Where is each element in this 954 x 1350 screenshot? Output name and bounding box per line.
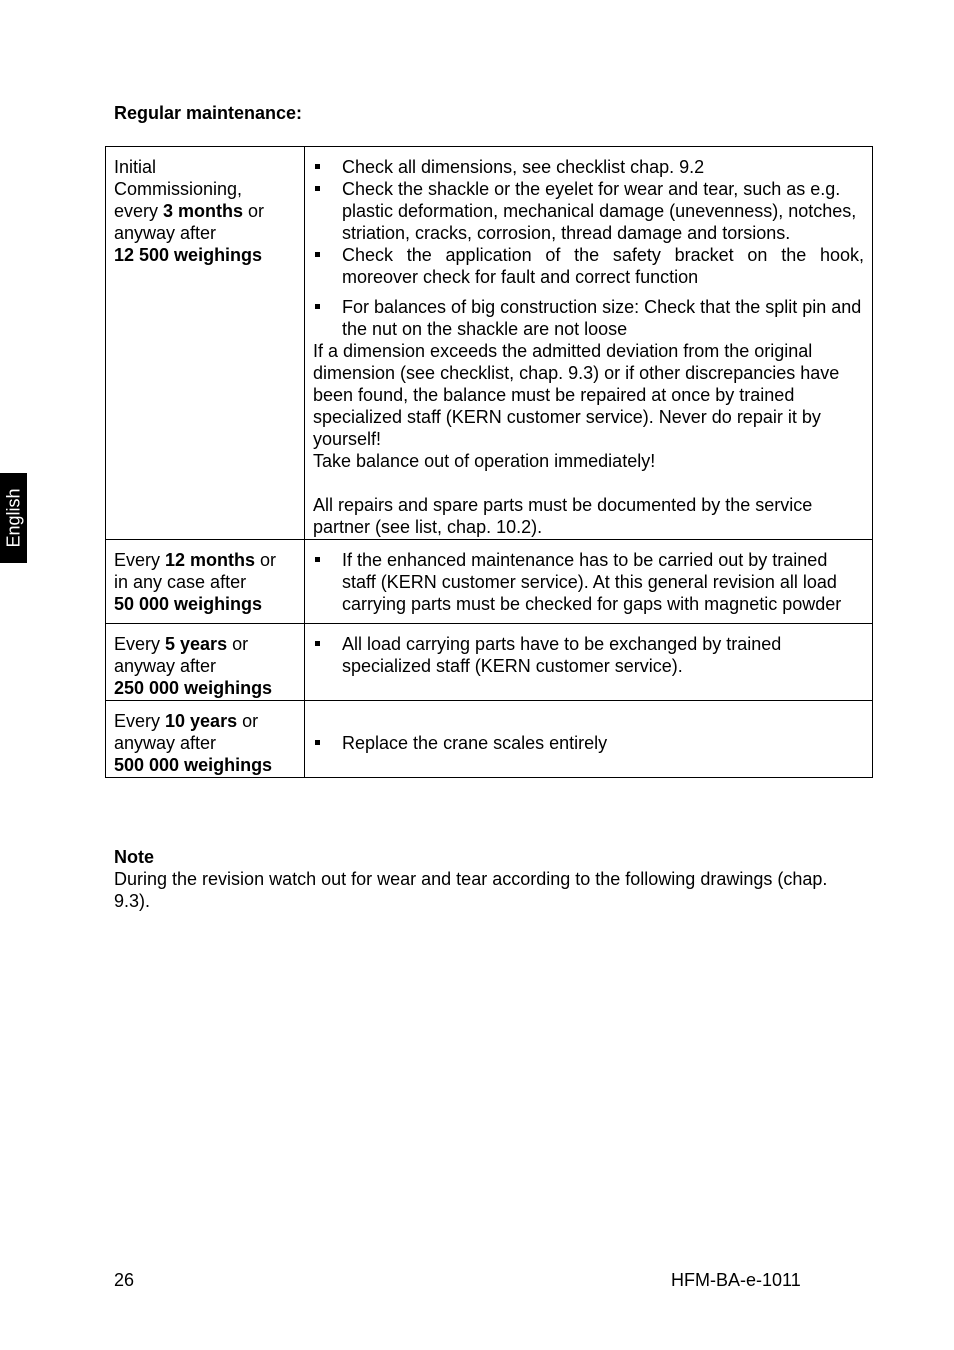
list-item: If the enhanced maintenance has to be carried out by trained staff (KERN customer service). At this general revision all load carrying parts must be checked for gaps with magnetic powder — [313, 549, 864, 615]
interval-line: Commissioning, — [114, 179, 243, 199]
interval-line: Every 12 months or — [114, 550, 277, 570]
list-item: Check the shackle or the eyelet for wear and tear, such as e.g. plastic deformation, mechanical damage (unevenness), notches, striation, cracks, corrosion, thread damage and torsions. — [313, 178, 864, 244]
interval-count: 50 000 weighings — [114, 594, 263, 614]
interval-period: 12 months — [165, 550, 256, 570]
table-row — [106, 147, 873, 540]
list-item: For balances of big construction size: Check that the split pin and the nut on the shackle are not loose — [313, 296, 864, 340]
interval-line: Every 10 years or — [114, 711, 259, 731]
warning-paragraph: Take balance out of operation immediately! — [313, 451, 656, 471]
interval-cell — [106, 624, 305, 701]
documentation-paragraph: All repairs and spare parts must be documented by the service partner (see list, chap. 10.2). — [313, 495, 813, 537]
language-tab-label: English — [3, 488, 24, 548]
note-text: During the revision watch out for wear and tear according to the following drawings (chap. 9.3). — [114, 869, 828, 911]
note-title: Note — [114, 847, 154, 867]
interval-line: every 3 months or — [114, 201, 265, 221]
table-row — [106, 624, 873, 701]
tasks-cell — [305, 701, 873, 778]
interval-cell — [106, 701, 305, 778]
interval-cell — [106, 147, 305, 540]
table-row — [106, 701, 873, 778]
interval-count: 250 000 weighings — [114, 678, 273, 698]
tasks-cell — [305, 540, 873, 624]
task-list — [313, 633, 864, 677]
maintenance-table — [105, 146, 873, 778]
interval-line: Initial — [114, 157, 157, 177]
interval-line: anyway after — [114, 733, 217, 753]
note-block — [114, 846, 854, 912]
list-item: Check the application of the safety bracket on the hook, moreover check for fault and correct function — [313, 244, 864, 288]
tasks-cell — [305, 147, 873, 540]
language-tab — [0, 473, 27, 563]
table-row — [106, 540, 873, 624]
interval-cell — [106, 540, 305, 624]
section-heading: Regular maintenance: — [114, 103, 303, 123]
repair-paragraph: If a dimension exceeds the admitted deviation from the original dimension (see checklist, chap. 9.3) or if other discrepancies have been found, the balance must be repaired at once by trained specialized staff (KERN customer service). Never do repair it by yourself! — [313, 341, 840, 449]
list-item: All load carrying parts have to be exchanged by trained specialized staff (KERN customer service). — [313, 633, 864, 677]
page-number: 26 — [114, 1270, 135, 1290]
interval-period: 5 years — [165, 634, 228, 654]
task-list — [313, 732, 864, 754]
interval-count: 500 000 weighings — [114, 755, 273, 775]
tasks-cell — [305, 624, 873, 701]
list-item: Replace the crane scales entirely — [313, 732, 864, 754]
interval-line: anyway after — [114, 223, 217, 243]
spacer — [313, 472, 864, 494]
interval-period: 10 years — [165, 711, 238, 731]
task-list — [313, 156, 864, 340]
task-list — [313, 549, 864, 615]
list-item: Check all dimensions, see checklist chap. 9.2 — [313, 156, 864, 178]
interval-line: anyway after — [114, 656, 217, 676]
interval-count: 12 500 weighings — [114, 245, 263, 265]
document-id: HFM-BA-e-1011 — [671, 1270, 801, 1290]
interval-line: Every 5 years or — [114, 634, 249, 654]
interval-period: 3 months — [163, 201, 244, 221]
interval-line: in any case after — [114, 572, 247, 592]
